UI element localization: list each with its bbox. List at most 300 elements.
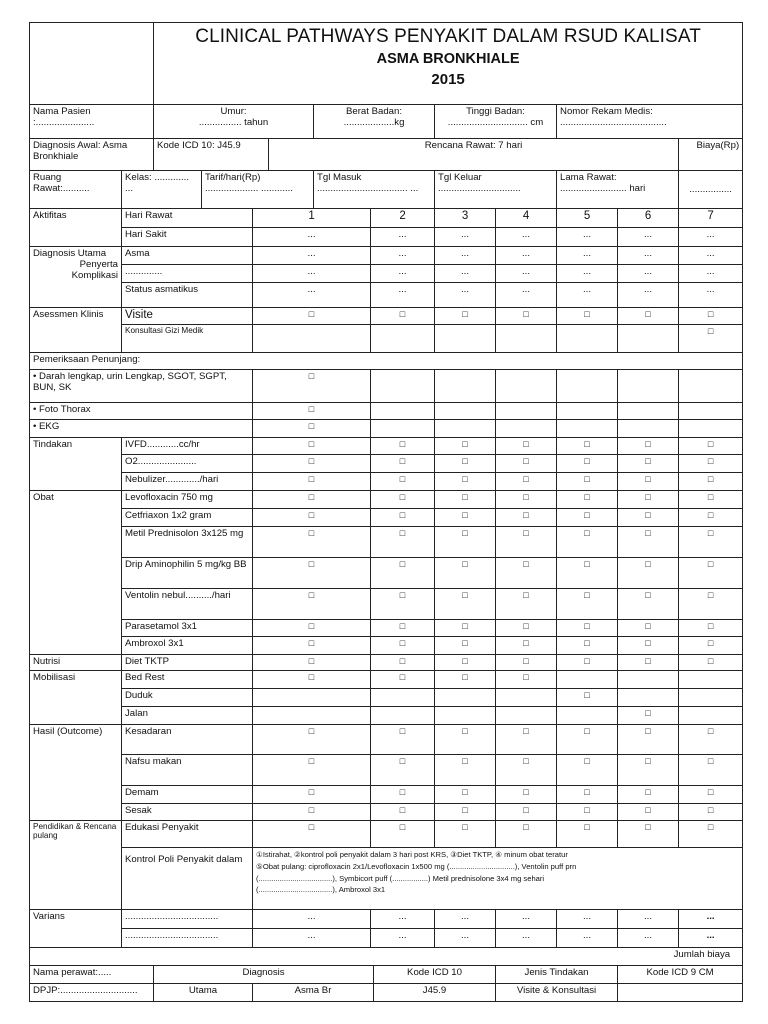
para-checkbox-2[interactable]: □ (371, 620, 435, 637)
consciousness-label: Kesadaran (122, 725, 253, 755)
drip-checkbox-7[interactable]: □ (679, 558, 743, 589)
height-value: .............................. cm (447, 117, 544, 129)
sitting-label: Duduk (122, 689, 253, 707)
variance1-day-2[interactable]: ... (371, 910, 435, 929)
empty-cell (679, 420, 743, 438)
ventolin-label: Ventolin nebul........../hari (122, 589, 253, 620)
education-checkbox-6[interactable]: □ (618, 821, 679, 848)
empty-cell (679, 370, 743, 403)
patient-name-value: :...................... (33, 117, 95, 129)
empty-cell (618, 403, 679, 420)
main-diagnosis-text: Diagnosis Utama (33, 248, 107, 259)
illness-day-1[interactable]: ... (253, 228, 371, 247)
empty-cell (435, 403, 496, 420)
levo-checkbox-5[interactable]: □ (557, 491, 618, 509)
metil-checkbox-4[interactable]: □ (496, 527, 557, 558)
visite-checkbox-6[interactable]: □ (618, 308, 679, 325)
illness-day-3[interactable]: ... (435, 228, 496, 247)
age-label: Umur: (220, 106, 247, 117)
outcome-label: Hasil (Outcome) (30, 725, 122, 821)
bedrest-checkbox-2[interactable]: □ (371, 671, 435, 689)
walking-label: Jalan (122, 707, 253, 725)
day-2: 2 (371, 209, 435, 228)
education-checkbox-1[interactable]: □ (253, 821, 371, 848)
walking-checkbox[interactable]: □ (618, 707, 679, 725)
ambroxol-checkbox-5[interactable]: □ (557, 637, 618, 655)
status-day-2[interactable]: ... (371, 283, 435, 308)
education-checkbox-3[interactable]: □ (435, 821, 496, 848)
drip-checkbox-5[interactable]: □ (557, 558, 618, 589)
para-checkbox-4[interactable]: □ (496, 620, 557, 637)
empty-cell (618, 420, 679, 438)
education-checkbox-2[interactable]: □ (371, 821, 435, 848)
dyspnea-checkbox-3[interactable]: □ (435, 804, 496, 821)
variance-field-2[interactable]: ................................... (122, 929, 253, 948)
empty-cell (371, 403, 435, 420)
empty-cell (618, 689, 679, 707)
paracetamol-label: Parasetamol 3x1 (122, 620, 253, 637)
diet-checkbox-5[interactable]: □ (557, 655, 618, 671)
length-of-stay-field[interactable]: Lama Rawat: ......................... hari (557, 171, 679, 209)
nebulizer-checkbox-7[interactable]: □ (679, 473, 743, 491)
comorbidity-field[interactable]: .............. (122, 265, 253, 283)
fever-checkbox-7[interactable]: □ (679, 786, 743, 804)
empty-cell (496, 370, 557, 403)
title-line1: CLINICAL PATHWAYS PENYAKIT DALAM RSUD KALISAT (195, 26, 701, 47)
empty-cell (496, 325, 557, 353)
class-field[interactable]: Kelas: ............. ... (122, 171, 202, 209)
empty-cell (496, 689, 557, 707)
cef-checkbox-2[interactable]: □ (371, 509, 435, 527)
thorax-photo-checkbox[interactable]: □ (253, 403, 371, 420)
metil-checkbox-7[interactable]: □ (679, 527, 743, 558)
cef-checkbox-4[interactable]: □ (496, 509, 557, 527)
discharge-date-field[interactable]: Tgl Keluar ............................... (435, 171, 557, 209)
visite-checkbox-7[interactable]: □ (679, 308, 743, 325)
illness-day-2[interactable]: ... (371, 228, 435, 247)
empty-cell (253, 325, 371, 353)
empty-cell (618, 671, 679, 689)
ambroxol-checkbox-2[interactable]: □ (371, 637, 435, 655)
disease-education-label: Edukasi Penyakit (122, 821, 253, 848)
cef-checkbox-6[interactable]: □ (618, 509, 679, 527)
consciousness-checkbox-6[interactable]: □ (618, 725, 679, 755)
variance2-day-1[interactable]: ... (253, 929, 371, 948)
o2-checkbox-3[interactable]: □ (435, 455, 496, 473)
education-checkbox-4[interactable]: □ (496, 821, 557, 848)
levo-checkbox-1[interactable]: □ (253, 491, 371, 509)
drip-checkbox-3[interactable]: □ (435, 558, 496, 589)
thorax-photo-label: • Foto Thorax (30, 403, 253, 420)
ivfd-checkbox-5[interactable]: □ (557, 438, 618, 455)
empty-cell (496, 707, 557, 725)
ventolin-checkbox-4[interactable]: □ (496, 589, 557, 620)
empty-cell (557, 420, 618, 438)
ambroxol-checkbox-7[interactable]: □ (679, 637, 743, 655)
title-line3: 2015 (431, 70, 465, 88)
diet-checkbox-2[interactable]: □ (371, 655, 435, 671)
empty-cell (679, 671, 743, 689)
metil-checkbox-5[interactable]: □ (557, 527, 618, 558)
nebulizer-checkbox-1[interactable]: □ (253, 473, 371, 491)
ivfd-checkbox-4[interactable]: □ (496, 438, 557, 455)
para-checkbox-3[interactable]: □ (435, 620, 496, 637)
medication-label: Obat (30, 491, 122, 655)
dyspnea-checkbox-4[interactable]: □ (496, 804, 557, 821)
cef-checkbox-1[interactable]: □ (253, 509, 371, 527)
education-discharge-label: Pendidikan & Rencana pulang (30, 821, 122, 910)
ventolin-checkbox-6[interactable]: □ (618, 589, 679, 620)
o2-checkbox-5[interactable]: □ (557, 455, 618, 473)
aminophilin-label: Drip Aminophilin 5 mg/kg BB (122, 558, 253, 589)
consciousness-checkbox-5[interactable]: □ (557, 725, 618, 755)
appetite-label: Nafsu makan (122, 755, 253, 786)
ventolin-checkbox-3[interactable]: □ (435, 589, 496, 620)
variance2-day-6[interactable]: ... (618, 929, 679, 948)
status-day-4[interactable]: ... (496, 283, 557, 308)
comorbidity-day-2[interactable]: ... (371, 265, 435, 283)
nebulizer-checkbox-3[interactable]: □ (435, 473, 496, 491)
empty-cell (371, 325, 435, 353)
variance1-day-3[interactable]: ... (435, 910, 496, 929)
empty-cell (435, 325, 496, 353)
initial-diagnosis: Diagnosis Awal: Asma Bronkhiale (30, 139, 154, 171)
consciousness-checkbox-2[interactable]: □ (371, 725, 435, 755)
o2-checkbox-2[interactable]: □ (371, 455, 435, 473)
empty-cell (618, 370, 679, 403)
footer-icd-value: J45.9 (374, 984, 496, 1002)
empty-cell (435, 370, 496, 403)
diet-tktp-label: Diet TKTP (122, 655, 253, 671)
age-cell[interactable] (154, 105, 314, 139)
nutrition-consult-checkbox[interactable]: □ (679, 325, 743, 353)
metil-checkbox-2[interactable]: □ (371, 527, 435, 558)
empty-cell (557, 671, 618, 689)
variance-field-1[interactable]: ................................... (122, 910, 253, 929)
medical-record-cell[interactable] (557, 105, 743, 139)
status-day-3[interactable]: ... (435, 283, 496, 308)
activity-label: Aktifitas (30, 209, 122, 247)
variance1-day-7[interactable]: ... (679, 910, 743, 929)
empty-cell (371, 707, 435, 725)
drip-checkbox-6[interactable]: □ (618, 558, 679, 589)
ward-field[interactable]: Ruang Rawat:.......... (30, 171, 122, 209)
consciousness-checkbox-1[interactable]: □ (253, 725, 371, 755)
variance2-day-4[interactable]: ... (496, 929, 557, 948)
procedure-label: Tindakan (30, 438, 122, 491)
weight-label: Berat Badan: (346, 106, 403, 117)
nebulizer-checkbox-2[interactable]: □ (371, 473, 435, 491)
consciousness-checkbox-3[interactable]: □ (435, 725, 496, 755)
para-checkbox-6[interactable]: □ (618, 620, 679, 637)
asthma-day-3[interactable]: ... (435, 247, 496, 265)
para-checkbox-1[interactable]: □ (253, 620, 371, 637)
comorbidity-day-5[interactable]: ... (557, 265, 618, 283)
diet-checkbox-6[interactable]: □ (618, 655, 679, 671)
variance2-day-7[interactable]: ... (679, 929, 743, 948)
empty-cell (496, 420, 557, 438)
cost-field[interactable]: ................ (679, 171, 743, 209)
daily-rate-field[interactable]: Tarif/hari(Rp) .................... ............ (202, 171, 314, 209)
empty-cell (679, 689, 743, 707)
o2-label: O2...................... (122, 455, 253, 473)
empty-cell (557, 403, 618, 420)
sitting-checkbox[interactable]: □ (557, 689, 618, 707)
comorbidity-day-4[interactable]: ... (496, 265, 557, 283)
height-cell[interactable] (435, 105, 557, 139)
instruction-line-4: (...................................), Ambroxol 3x1 (256, 885, 386, 895)
illness-day-6[interactable]: ... (618, 228, 679, 247)
fever-checkbox-3[interactable]: □ (435, 786, 496, 804)
metil-checkbox-3[interactable]: □ (435, 527, 496, 558)
drip-checkbox-4[interactable]: □ (496, 558, 557, 589)
status-day-7[interactable]: ... (679, 283, 743, 308)
fever-checkbox-1[interactable]: □ (253, 786, 371, 804)
asthma-day-6[interactable]: ... (618, 247, 679, 265)
age-value: ................ tahun (198, 117, 269, 129)
levo-checkbox-7[interactable]: □ (679, 491, 743, 509)
status-asthmaticus-label: Status asmatikus (122, 283, 253, 308)
o2-checkbox-6[interactable]: □ (618, 455, 679, 473)
patient-info-row (30, 105, 743, 139)
variance2-day-3[interactable]: ... (435, 929, 496, 948)
planned-stay: Rencana Rawat: 7 hari (269, 139, 679, 171)
comorbidity-day-7[interactable]: ... (679, 265, 743, 283)
ventolin-checkbox-1[interactable]: □ (253, 589, 371, 620)
asthma-label: Asma (122, 247, 253, 265)
ivfd-checkbox-3[interactable]: □ (435, 438, 496, 455)
weight-value: ...................kg (343, 117, 405, 129)
discharge-instructions (253, 848, 743, 910)
bedrest-checkbox-1[interactable]: □ (253, 671, 371, 689)
fever-checkbox-2[interactable]: □ (371, 786, 435, 804)
visite-checkbox-4[interactable]: □ (496, 308, 557, 325)
variance2-day-2[interactable]: ... (371, 929, 435, 948)
para-checkbox-7[interactable]: □ (679, 620, 743, 637)
empty-cell (371, 420, 435, 438)
asthma-day-5[interactable]: ... (557, 247, 618, 265)
asthma-day-4[interactable]: ... (496, 247, 557, 265)
ventolin-checkbox-5[interactable]: □ (557, 589, 618, 620)
nebulizer-checkbox-6[interactable]: □ (618, 473, 679, 491)
footer-icd9-header: Kode ICD 9 CM (618, 966, 743, 984)
drip-checkbox-2[interactable]: □ (371, 558, 435, 589)
form-title (154, 23, 743, 105)
dyspnea-checkbox-7[interactable]: □ (679, 804, 743, 821)
weight-cell[interactable] (314, 105, 435, 139)
complication-text: Komplikasi (71, 270, 118, 282)
visite-checkbox-5[interactable]: □ (557, 308, 618, 325)
empty-cell (557, 370, 618, 403)
nebulizer-label: Nebulizer............./hari (122, 473, 253, 491)
visite-checkbox-3[interactable]: □ (435, 308, 496, 325)
levo-checkbox-4[interactable]: □ (496, 491, 557, 509)
ambroxol-checkbox-4[interactable]: □ (496, 637, 557, 655)
footer-primary: Utama (154, 984, 253, 1002)
dyspnea-checkbox-5[interactable]: □ (557, 804, 618, 821)
icd10-code: Kode ICD 10: J45.9 (154, 139, 269, 171)
patient-name-label: Nama Pasien (33, 106, 91, 117)
clinical-pathway-form (29, 22, 743, 1002)
o2-checkbox-4[interactable]: □ (496, 455, 557, 473)
appetite-checkbox-4[interactable]: □ (496, 755, 557, 786)
visite-checkbox-2[interactable]: □ (371, 308, 435, 325)
cef-checkbox-5[interactable]: □ (557, 509, 618, 527)
instruction-line-2: ⑤Obat pulang: ciprofloxacin 2x1/Levofloxacin 1x500 mg (...............................), Ventolin puff prn (256, 861, 577, 871)
nebulizer-checkbox-4[interactable]: □ (496, 473, 557, 491)
ambroxol-checkbox-3[interactable]: □ (435, 637, 496, 655)
status-day-1[interactable]: ... (253, 283, 371, 308)
variance2-day-5[interactable]: ... (557, 929, 618, 948)
status-day-5[interactable]: ... (557, 283, 618, 308)
empty-cell (618, 325, 679, 353)
fever-checkbox-5[interactable]: □ (557, 786, 618, 804)
status-day-6[interactable]: ... (618, 283, 679, 308)
footer-icd9-value[interactable] (618, 984, 743, 1002)
empty-cell (679, 707, 743, 725)
illness-day-5[interactable]: ... (557, 228, 618, 247)
levo-checkbox-2[interactable]: □ (371, 491, 435, 509)
comorbidity-day-3[interactable]: ... (435, 265, 496, 283)
day-4: 4 (496, 209, 557, 228)
dyspnea-checkbox-1[interactable]: □ (253, 804, 371, 821)
instruction-line-3: (...................................), Symbicort puff (.................) Metil prednisolone 3x4 mg sehari (256, 873, 545, 883)
empty-cell (435, 420, 496, 438)
variance1-day-1[interactable]: ... (253, 910, 371, 929)
ivfd-checkbox-1[interactable]: □ (253, 438, 371, 455)
ivfd-checkbox-2[interactable]: □ (371, 438, 435, 455)
dyspnea-label: Sesak (122, 804, 253, 821)
consciousness-checkbox-7[interactable]: □ (679, 725, 743, 755)
education-checkbox-7[interactable]: □ (679, 821, 743, 848)
empty-cell (253, 689, 371, 707)
illness-day-4[interactable]: ... (496, 228, 557, 247)
metil-checkbox-6[interactable]: □ (618, 527, 679, 558)
logo-area (30, 23, 154, 105)
appetite-checkbox-2[interactable]: □ (371, 755, 435, 786)
comorbidity-day-1[interactable]: ... (253, 265, 371, 283)
ivfd-checkbox-6[interactable]: □ (618, 438, 679, 455)
bedrest-checkbox-3[interactable]: □ (435, 671, 496, 689)
diet-checkbox-4[interactable]: □ (496, 655, 557, 671)
cef-checkbox-3[interactable]: □ (435, 509, 496, 527)
variance1-day-6[interactable]: ... (618, 910, 679, 929)
admission-date-field[interactable]: Tgl Masuk .................................. ... (314, 171, 435, 209)
levo-checkbox-6[interactable]: □ (618, 491, 679, 509)
medical-record-value: ........................................ (560, 117, 667, 129)
day-3: 3 (435, 209, 496, 228)
instruction-line-1: ①Istirahat, ②kontrol poli penyakit dalam 3 hari post KRS, ③Diet TKTP, ④ minum obat teratur (256, 850, 568, 859)
asthma-day-2[interactable]: ... (371, 247, 435, 265)
day-7: 7 (679, 209, 743, 228)
o2-checkbox-1[interactable]: □ (253, 455, 371, 473)
nutrition-consult-label: Konsultasi Gizi Medik (122, 325, 253, 353)
supporting-exam-header: Pemeriksaan Penunjang: (30, 353, 743, 370)
appetite-checkbox-7[interactable]: □ (679, 755, 743, 786)
comorbidity-day-6[interactable]: ... (618, 265, 679, 283)
metil-checkbox-1[interactable]: □ (253, 527, 371, 558)
footer-procedure-header: Jenis Tindakan (496, 966, 618, 984)
day-6: 6 (618, 209, 679, 228)
ivfd-checkbox-7[interactable]: □ (679, 438, 743, 455)
fever-label: Demam (122, 786, 253, 804)
variance1-day-5[interactable]: ... (557, 910, 618, 929)
cost-header: Biaya(Rp) (679, 139, 743, 171)
dyspnea-checkbox-2[interactable]: □ (371, 804, 435, 821)
main-diagnosis-label (30, 247, 122, 308)
ambroxol-checkbox-6[interactable]: □ (618, 637, 679, 655)
ekg-checkbox[interactable]: □ (253, 420, 371, 438)
appetite-checkbox-1[interactable]: □ (253, 755, 371, 786)
illness-day-7[interactable]: ... (679, 228, 743, 247)
dpjp-field[interactable]: DPJP:............................. (30, 984, 154, 1002)
fever-checkbox-6[interactable]: □ (618, 786, 679, 804)
visite-checkbox-1[interactable]: □ (253, 308, 371, 325)
nurse-name-field[interactable]: Nama perawat:..... (30, 966, 154, 984)
empty-cell (557, 325, 618, 353)
day-1: 1 (253, 209, 371, 228)
diet-checkbox-3[interactable]: □ (435, 655, 496, 671)
nebulizer-checkbox-5[interactable]: □ (557, 473, 618, 491)
blood-test-checkbox[interactable]: □ (253, 370, 371, 403)
cef-checkbox-7[interactable]: □ (679, 509, 743, 527)
education-checkbox-5[interactable]: □ (557, 821, 618, 848)
diet-checkbox-7[interactable]: □ (679, 655, 743, 671)
appetite-checkbox-5[interactable]: □ (557, 755, 618, 786)
hospital-day-label: Hari Rawat (122, 209, 253, 228)
ceftriaxon-label: Cetfriaxon 1x2 gram (122, 509, 253, 527)
empty-cell (679, 403, 743, 420)
ventolin-checkbox-2[interactable]: □ (371, 589, 435, 620)
asthma-day-7[interactable]: ... (679, 247, 743, 265)
empty-cell (253, 707, 371, 725)
clinical-assessment-label: Asessmen Klinis (30, 308, 122, 353)
drip-checkbox-1[interactable]: □ (253, 558, 371, 589)
footer-diagnosis-header: Diagnosis (154, 966, 374, 984)
ekg-label: • EKG (30, 420, 253, 438)
variance1-day-4[interactable]: ... (496, 910, 557, 929)
nutrition-label: Nutrisi (30, 655, 122, 671)
empty-cell (557, 707, 618, 725)
ivfd-label: IVFD............cc/hr (122, 438, 253, 455)
height-label: Tinggi Badan: (466, 106, 525, 117)
comorbidity-text: Penyerta (79, 259, 118, 271)
variance-label: Varians (30, 910, 122, 948)
day-5: 5 (557, 209, 618, 228)
ambroxol-checkbox-1[interactable]: □ (253, 637, 371, 655)
footer-visit-consult: Visite & Konsultasi (496, 984, 618, 1002)
appetite-checkbox-3[interactable]: □ (435, 755, 496, 786)
para-checkbox-5[interactable]: □ (557, 620, 618, 637)
title-line2: ASMA BRONKHIALE (376, 50, 520, 67)
mobilization-label: Mobilisasi (30, 671, 122, 725)
o2-checkbox-7[interactable]: □ (679, 455, 743, 473)
appetite-checkbox-6[interactable]: □ (618, 755, 679, 786)
blood-test-label: • Darah lengkap, urin Lengkap, SGOT, SGPT, BUN, SK (30, 370, 253, 403)
levo-checkbox-3[interactable]: □ (435, 491, 496, 509)
methylprednisolone-label: Metil Prednisolon 3x125 mg (122, 527, 253, 558)
ventolin-checkbox-7[interactable]: □ (679, 589, 743, 620)
dyspnea-checkbox-6[interactable]: □ (618, 804, 679, 821)
asthma-day-1[interactable]: ... (253, 247, 371, 265)
diet-checkbox-1[interactable]: □ (253, 655, 371, 671)
patient-name-cell[interactable] (30, 105, 154, 139)
fever-checkbox-4[interactable]: □ (496, 786, 557, 804)
bed-rest-label: Bed Rest (122, 671, 253, 689)
bedrest-checkbox-4[interactable]: □ (496, 671, 557, 689)
consciousness-checkbox-4[interactable]: □ (496, 725, 557, 755)
total-cost-label: Jumlah biaya (30, 948, 743, 966)
